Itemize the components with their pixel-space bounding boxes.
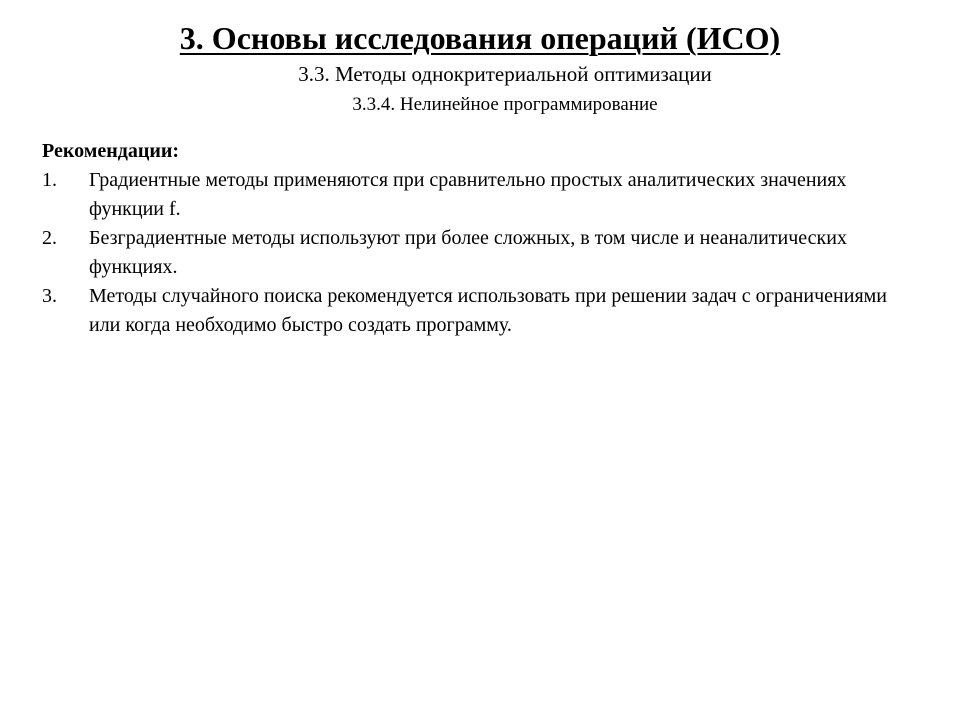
recommendations-block bbox=[42, 137, 922, 340]
slide-title-text: 3. Основы исследования операций (ИСО) bbox=[179, 20, 781, 56]
list-item-text: Методы случайного поиска рекомендуется использовать при решении задач с ограничениями или когда необходимо быстро создать программу. bbox=[89, 285, 887, 336]
slide-title bbox=[0, 18, 960, 58]
list-item bbox=[42, 282, 922, 340]
slide-subsubtitle: 3.3.4. Нелинейное программирование bbox=[352, 94, 658, 115]
list-item bbox=[42, 166, 922, 224]
recommendations-heading: Рекомендации: bbox=[42, 140, 180, 162]
list-item-number: 2. bbox=[42, 227, 57, 249]
slide-subtitle: 3.3. Методы однокритериальной оптимизации bbox=[298, 62, 712, 86]
recommendations-list bbox=[42, 166, 922, 340]
list-item-number: 3. bbox=[42, 285, 57, 307]
list-item-text: Безградиентные методы используют при более сложных, в том числе и неаналитических функциях. bbox=[89, 227, 847, 278]
list-item-text: Градиентные методы применяются при сравнительно простых аналитических значениях функции f. bbox=[89, 169, 847, 220]
list-item-number: 1. bbox=[42, 169, 57, 191]
list-item bbox=[42, 224, 922, 282]
